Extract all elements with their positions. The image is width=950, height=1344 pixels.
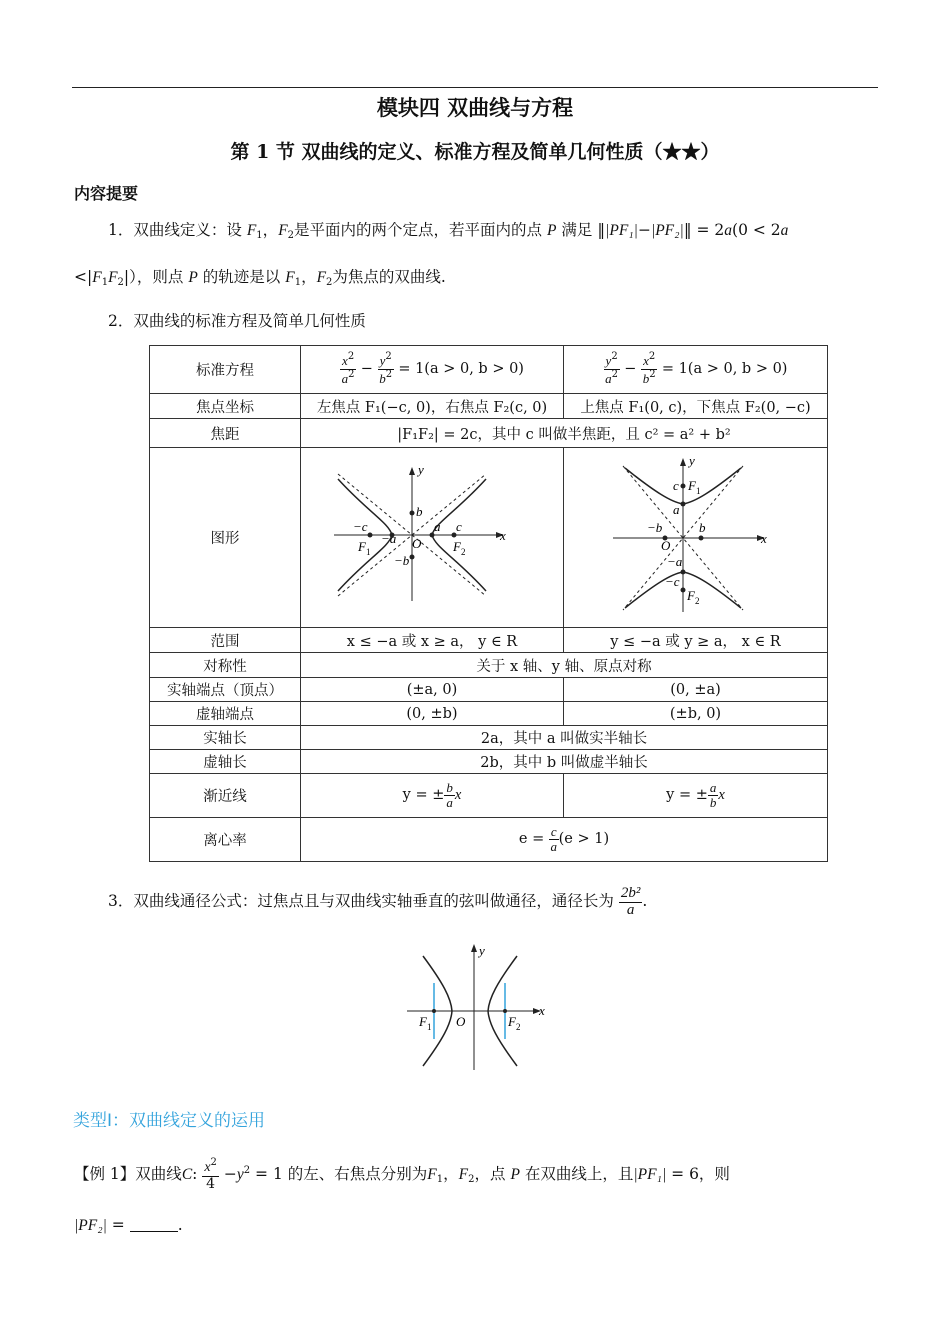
- latus-rectum-figure: [405, 938, 560, 1073]
- item-3: 3．双曲线通径公式：过焦点且与双曲线实轴垂直的弦叫做通径，通径长为 $\frac{\text{2b²}}{a}$ .: [108, 884, 648, 918]
- svg-text:2: 2: [516, 1022, 521, 1032]
- svg-text:−c: −c: [353, 518, 368, 534]
- row-imag-axis: 虚轴长 2b，其中 b 叫做虚半轴长: [150, 750, 828, 774]
- svg-text:a: a: [672, 501, 679, 517]
- row-focal-distance: 焦距 |F₁F₂| = 2c，其中 c 叫做半焦距，且 c² = a² + b²: [150, 419, 828, 448]
- svg-text:x: x: [539, 1003, 545, 1018]
- type-section-title: 类型Ⅰ：双曲线定义的运用: [73, 1111, 266, 1131]
- row-focus: 焦点坐标 左焦点 F₁(−c, 0)，右焦点 F₂(c, 0) 上焦点 F₁(0, c)，下焦点 F₂(0, −c): [150, 394, 828, 419]
- svg-text:x: x: [500, 527, 506, 543]
- eq-vertical: $\frac{y^2}{a^2}$ − $\frac{x^2}{b^2}$ = 1(a > 0, b > 0): [564, 346, 828, 394]
- svg-text:y: y: [418, 461, 424, 477]
- example-1-line-1: 【例 1】双曲线C: $\frac{x^2}{4}$ $-y^2 = 1$ 的左、右焦点分别为$F_1$，$F_2$，点 P 在双曲线上，且|PF₁| = 6，则: [74, 1157, 730, 1192]
- svg-text:y: y: [688, 455, 695, 468]
- graph-horizontal: [301, 448, 564, 628]
- horizontal-hyperbola-figure: [332, 461, 532, 611]
- svg-text:1: 1: [695, 485, 700, 496]
- svg-text:−a: −a: [381, 530, 397, 546]
- row-graph: 图形 y x b −b −a a −c c O F 1 F 2 y x c F 1 a −b b O −a −c F 2: [150, 448, 828, 628]
- svg-text:O: O: [660, 537, 670, 553]
- svg-text:−c: −c: [664, 573, 680, 589]
- top-rule: [72, 87, 878, 88]
- row-eccentricity: 离心率 e = $\frac{c}{a}$ (e > 1): [150, 818, 828, 862]
- property-table: [149, 345, 828, 862]
- item-2-heading: 2．双曲线的标准方程及简单几何性质: [108, 312, 366, 330]
- svg-text:2: 2: [694, 595, 699, 606]
- row-real-vertex: 实轴端点（顶点） (±a, 0) (0, ±a): [150, 678, 828, 702]
- row-range: 范围 x ≤ −a 或 x ≥ a， y ∈ R y ≤ −a 或 y ≥ a， x ∈ R: [150, 628, 828, 653]
- row-symmetry: 对称性 关于 x 轴、y 轴、原点对称: [150, 653, 828, 678]
- answer-blank[interactable]: [130, 1217, 178, 1232]
- svg-text:1: 1: [427, 1022, 432, 1032]
- svg-text:b: b: [416, 503, 423, 519]
- svg-text:c: c: [456, 518, 462, 534]
- svg-text:x: x: [760, 530, 767, 546]
- svg-text:2: 2: [461, 546, 466, 557]
- row-asymptote: 渐近线 y = ± $\frac{b}{a}$ x y = ± $\frac{a}{b}$ x: [150, 774, 828, 818]
- svg-text:1: 1: [366, 546, 371, 557]
- svg-text:F: F: [453, 538, 461, 554]
- graph-vertical: [564, 448, 828, 628]
- module-title: 模块四 双曲线与方程: [376, 95, 574, 120]
- svg-text:a: a: [434, 518, 441, 534]
- svg-text:F: F: [508, 1014, 516, 1029]
- svg-text:F: F: [687, 477, 696, 493]
- svg-text:b: b: [698, 519, 705, 535]
- svg-text:−b: −b: [646, 519, 662, 535]
- svg-text:−b: −b: [394, 552, 410, 568]
- svg-text:c: c: [672, 477, 679, 493]
- row-real-axis: 实轴长 2a，其中 a 叫做实半轴长: [150, 726, 828, 750]
- row-standard-eq: 标准方程 $\frac{x^2}{a^2}$ − $\frac{y^2}{b^2}$ = 1(a > 0, b > 0) $\frac{y^2}{a^2}$ − $\frac{x^2}{b^2}$ = 1(a > 0, b > 0): [150, 346, 828, 394]
- example-1-line-2: |PF₂| = .: [74, 1216, 183, 1234]
- svg-text:F: F: [419, 1014, 427, 1029]
- section-title: 第 1 节 双曲线的定义、标准方程及简单几何性质（★★）: [230, 141, 720, 163]
- definition-line-1: 1．双曲线定义：设 $F_1$，$F_2$是平面内的两个定点，若平面内的点 P 满足 ‖|PF₁|−|PF₂|‖ = 2a(0 < 2a: [108, 221, 789, 241]
- svg-text:O: O: [456, 1014, 466, 1029]
- content-heading: 内容提要: [74, 184, 139, 203]
- vertical-hyperbola-figure: [611, 456, 781, 616]
- definition-line-2: $<|F_1F_2|$），则点 P 的轨迹是以 $F_1$，$F_2$为焦点的双曲线.: [74, 268, 446, 288]
- eq-horizontal: $\frac{x^2}{a^2}$ − $\frac{y^2}{b^2}$ = 1(a > 0, b > 0): [301, 346, 564, 394]
- svg-text:O: O: [412, 535, 422, 551]
- svg-text:−a: −a: [666, 553, 682, 569]
- svg-text:F: F: [686, 587, 695, 603]
- svg-text:y: y: [479, 943, 485, 958]
- row-imag-vertex: 虚轴端点 (0, ±b) (±b, 0): [150, 702, 828, 726]
- svg-text:F: F: [358, 538, 366, 554]
